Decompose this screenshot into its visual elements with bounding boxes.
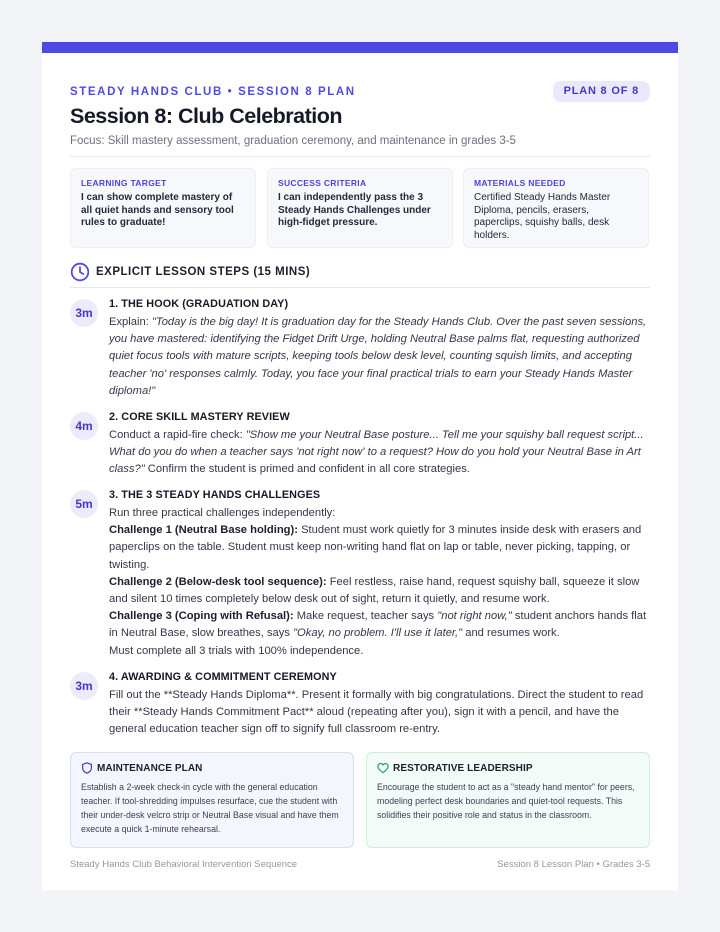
challenge-3-label: Challenge 3 (Coping with Refusal): — [109, 610, 294, 623]
shield-icon — [81, 762, 93, 774]
challenge-3 — [109, 608, 650, 642]
step-text: Fill out the **Steady Hands Diploma**. Present it formally with big congratulations. Direct the student to read their **Steady Hands Commitment Pact** aloud (repeating after you), sign it with a pencil, and have the general education teacher sign off to signify full classroom re-entry. — [109, 689, 644, 736]
step-title: 2. CORE SKILL MASTERY REVIEW — [109, 411, 290, 423]
step-text — [109, 427, 650, 479]
learning-target-label: LEARNING TARGET — [81, 178, 167, 188]
challenge-2-label: Challenge 2 (Below-desk tool sequence): — [109, 575, 327, 588]
step-quote: "Show me your Neutral Base posture... Tell me your squishy ball request script... What do you do when a teacher says 'not right now' to a request? How do you hold your Neutral Base in Art class?" — [109, 429, 644, 476]
step-lead: Conduct a rapid-fire check: — [109, 429, 243, 441]
plan-badge: PLAN 8 OF 8 — [553, 81, 650, 102]
heart-icon — [377, 762, 389, 774]
step-title: 3. THE 3 STEADY HANDS CHALLENGES — [109, 489, 321, 501]
step-lead: Explain: — [109, 316, 149, 328]
step-title: 4. AWARDING & COMMITMENT CEREMONY — [109, 671, 337, 683]
step-tail: Confirm the student is primed and confident in all core strategies. — [147, 463, 470, 476]
step-time-badge: 3m — [70, 672, 98, 700]
challenge-3-text-a: Make request, teacher says — [296, 610, 435, 623]
learning-target-text: I can show complete mastery of all quiet hands and sensory tool rules to graduate! — [81, 192, 234, 228]
challenge-1-label: Challenge 1 (Neutral Base holding): — [109, 524, 298, 537]
step-title: 1. THE HOOK (GRADUATION DAY) — [109, 298, 289, 310]
restorative-leadership-card — [366, 752, 650, 848]
challenge-1-text: Student must work quietly for 3 minutes inside desk with erasers and paperclips on the table. Student must keep non-writing hand flat on lap or table, never picking, tapping, or twisting. — [109, 524, 642, 571]
challenges-closing: Must complete all 3 trials with 100% independence. — [109, 644, 364, 657]
challenge-1 — [109, 522, 650, 574]
step-time-badge: 4m — [70, 412, 98, 440]
step-text — [109, 314, 650, 400]
learning-target-card — [70, 168, 256, 248]
footer-left: Steady Hands Club Behavioral Intervention Sequence — [70, 859, 298, 870]
eyebrow-label: STEADY HANDS CLUB • SESSION 8 PLAN — [70, 86, 356, 98]
challenges-intro: Run three practical challenges independently: — [109, 507, 336, 519]
challenge-2 — [109, 574, 650, 608]
lesson-steps-title: EXPLICIT LESSON STEPS (15 MINS) — [96, 266, 311, 278]
step-time-badge: 3m — [70, 299, 98, 327]
maintenance-plan-card — [70, 752, 354, 848]
step-text — [109, 505, 650, 660]
restorative-leadership-title: RESTORATIVE LEADERSHIP — [393, 762, 533, 774]
maintenance-plan-title: MAINTENANCE PLAN — [97, 762, 203, 774]
success-criteria-card — [267, 168, 453, 248]
footer-right: Session 8 Lesson Plan • Grades 3-5 — [497, 859, 650, 870]
maintenance-plan-text: Establish a 2-week check-in cycle with the general education teacher. If tool-shredding impulses resurface, cue the student with their under-desk velcro strip or Neutral Base visual and have them execute a quick 1-minute rehearsal. — [81, 782, 339, 834]
focus-subtitle: Focus: Skill mastery assessment, graduation ceremony, and maintenance in grades 3-5 — [70, 135, 516, 147]
restorative-leadership-text: Encourage the student to act as a "steady hand mentor" for peers, modeling perfect desk boundaries and quiet-tool requests. This solidifies their positive role and status in the classroom. — [377, 782, 635, 820]
clock-icon — [70, 262, 90, 282]
lesson-plan-page — [42, 42, 678, 890]
success-criteria-text: I can independently pass the 3 Steady Hands Challenges under high-fidget pressure. — [278, 192, 431, 228]
steps-divider — [70, 287, 650, 288]
step-time-badge: 5m — [70, 490, 98, 518]
header-divider — [70, 156, 650, 157]
step-quote: "Today is the big day! It is graduation day for the Steady Hands Club. Over the past seven sessions, you have mastered: identifying the Fidget Drift Urge, holding Neutral Base palms flat, requesting authorized quiet focus tools with mature scripts, keeping tools below desk level, counting squish limits, and accepting teacher 'no' responses calmly. Today, you face your final practical trials to earn your Steady Hands Master diploma!" — [109, 316, 647, 397]
materials-label: MATERIALS NEEDED — [474, 178, 566, 188]
challenge-3-text-b: student anchors hands flat in Neutral Base, slow breathes, says — [109, 610, 647, 640]
challenge-3-quote-1: "not right now," — [437, 610, 512, 623]
lesson-steps-heading — [70, 261, 310, 283]
materials-card — [463, 168, 649, 248]
page-title: Session 8: Club Celebration — [70, 104, 343, 128]
materials-text: Certified Steady Hands Master Diploma, pencils, erasers, paperclips, squishy balls, desk holders. — [474, 192, 611, 241]
top-accent-bar — [42, 42, 678, 53]
challenge-2-text: Feel restless, raise hand, request squishy ball, squeeze it slow and silent 10 times completely below desk out of sight, return it quietly, and resume work. — [109, 575, 640, 606]
challenge-3-text-c: and resumes work. — [465, 627, 560, 640]
challenge-3-quote-2: "Okay, no problem. I'll use it later," — [293, 627, 463, 640]
success-criteria-label: SUCCESS CRITERIA — [278, 178, 367, 188]
